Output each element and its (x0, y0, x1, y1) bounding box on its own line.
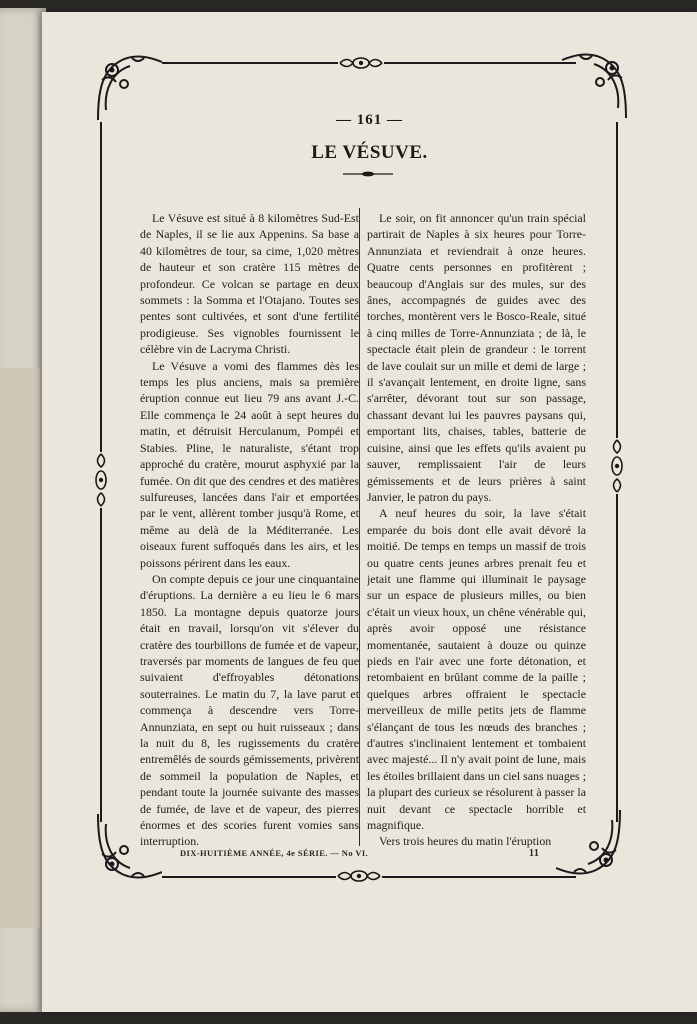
text-column-right (367, 210, 586, 848)
paragraph: Le soir, on fit annoncer qu'un train spécial partirait de Naples à six heures pour Torre-Annunziata et reviendrait à onze heures. Quatre cents personnes en profitèrent ; beaucoup d'Anglais sur des mules, sur des ânes, accompagnés de guides avec des torches, montèrent vers le Bosco-Reale, situé à cinq milles de Torre-Annunziata ; de là, le spectacle était plein de grandeur : le torrent de lave coulait sur un mille et demi de large ; il s'avançait lentement, en droite ligne, sans s'arrêter, dévorant tout sur son passage, chassant devant lui les pauvres paysans qui, emportant lits, chaises, tables, batterie de cuisine, ainsi que les effets qu'ils avaient pu sauver, remplissaient l'air de leurs gémissements et de leurs prières à saint Janvier, le patron du pays. (367, 211, 586, 504)
page-number: — 161 — (336, 112, 403, 128)
corner-ornament-top-right (560, 48, 632, 120)
paragraph: A neuf heures du soir, la lave s'était emparée du bois dont elle avait dévoré la moitié. De temps en temps un massif de trois ou quatre cents jeunes arbres prenait feu et jetait une flamme qui illuminait le paysage sur un espace de plusieurs milles, ou bien c'était un vieux houx, un chêne vénérable qui, après avoir opposé une résistance momentanée, sautaient à douze ou quinze pieds en l'air avec une forte détonation, et retombaient en brûlant comme de la paille ; quelques arbres offraient le spectacle merveilleux de mille petits jets de flamme s'élançant de tous les nœuds des branches ; d'autres s'inclinaient lentement et tombaient avec majesté... Il n'y avait point de lune, mais les étoiles brillaient dans un ciel sans nuages ; la plupart des curieux se résolurent à passer la nuit devant ce spectacle horrible et magnifique. (367, 506, 586, 833)
series-footer: DIX-HUITIÈME ANNÉE, 4e SÉRIE. — No VI. (180, 848, 369, 858)
paragraph: Le Vésuve est situé à 8 kilomètres Sud-Est de Naples, il se lie aux Appenins. Sa base a 40 kilomètres de tour, sa cime, 1,020 mètres de hauteur et son cratère 115 mètres de profondeur. Ce volcan se partage en deux sommets : la Somma et l'Otajano. Toutes ses pentes sont cultivées, et sont d'une fertilité prodigieuse. Ses vignobles fournissent le célèbre vin de Lacryma Christi. (140, 211, 359, 357)
page-tear (0, 368, 40, 928)
paragraph: Le Vésuve a vomi des flammes dès les temps les plus anciens, mais sa première éruption connue eut lieu 79 ans avant J.-C. Elle commença le 24 août à sept heures du matin, et détruisit Herculanum, Pompéi et Stabies. Pline, le naturaliste, s'étant trop approché du cratère, mourut asphyxié par la fumée. On dit que des cendres et des matières sulfureuses, lancées dans l'air et emportées par le vent, allèrent tomber jusqu'à Rome, et même au delà de la Méditerranée. Les oiseaux furent suffoqués dans les airs, et les poissons périrent dans les eaux. (140, 358, 359, 570)
signature-mark: 11 (529, 848, 540, 859)
left-middle-ornament (92, 452, 110, 508)
bottom-center-ornament (336, 867, 382, 885)
top-center-ornament (338, 54, 384, 72)
article-title: LE VÉSUVE. (311, 142, 428, 163)
title-divider-ornament (343, 170, 393, 178)
paragraph: Vers trois heures du matin l'éruption (379, 834, 552, 848)
previous-page-edge (0, 8, 46, 1012)
paragraph: On compte depuis ce jour une cinquantaine d'éruptions. La dernière a eu lieu le 6 mars 1850. La montagne depuis quatorze jours était en travail, lorsqu'on vit s'élever du cratère des tourbillons de fumée et de vapeur, traversés par moments de langues de feu que suivaient d'effroyables détonations souterraines. Le matin du 7, la lave parut et commença à descendre vers Torre-Annunziata, en sept ou huit ruisseaux ; dans la nuit du 8, les rugissements du cratère entremêlés de sourds gémissements, privèrent de sommeil la population de Naples, et pendant toute la journée suivante des masses de fumée, de lave et de vapeur, des pierres énormes et des scories furent vomies sans interruption. (140, 571, 359, 848)
column-divider (359, 208, 360, 846)
right-middle-ornament (608, 438, 626, 494)
book-page (42, 12, 697, 1012)
text-column-left (140, 210, 359, 848)
